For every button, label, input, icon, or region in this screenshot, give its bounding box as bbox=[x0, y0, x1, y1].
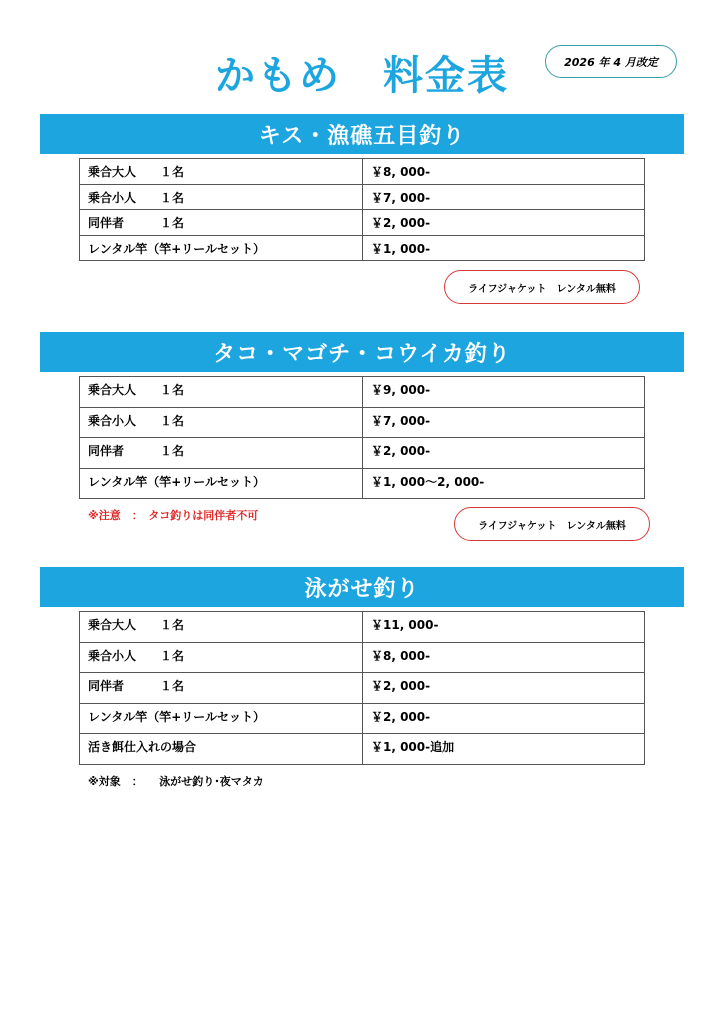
row-label: 同伴者 １名 bbox=[80, 673, 363, 704]
row-label: 乗合大人 １名 bbox=[80, 377, 363, 408]
row-label: レンタル竿（竿+リールセット） bbox=[80, 235, 363, 261]
table-row bbox=[80, 734, 645, 765]
section-banner-oyogase: 泳がせ釣り bbox=[40, 567, 684, 607]
price-table-oyogase bbox=[79, 611, 645, 765]
row-price: ￥2, 000- bbox=[363, 703, 645, 734]
section-banner-tako: タコ・マゴチ・コウイカ釣り bbox=[40, 332, 684, 372]
table-row bbox=[80, 438, 645, 469]
row-label: レンタル竿（竿+リールセット） bbox=[80, 468, 363, 499]
row-label: 乗合小人 １名 bbox=[80, 642, 363, 673]
revision-date-badge: 2026 年 4 月改定 bbox=[545, 45, 677, 78]
table-row bbox=[80, 235, 645, 261]
section-banner-kisu: キス・漁礁五目釣り bbox=[40, 114, 684, 154]
page-title: かもめ 料金表 bbox=[215, 53, 509, 99]
row-label: 乗合小人 １名 bbox=[80, 407, 363, 438]
row-label: 乗合小人 １名 bbox=[80, 184, 363, 210]
tako-warning-note: ※注意 ： タコ釣りは同伴者不可 bbox=[88, 509, 259, 522]
table-row bbox=[80, 468, 645, 499]
row-label: レンタル竿（竿+リールセット） bbox=[80, 703, 363, 734]
table-row bbox=[80, 407, 645, 438]
life-jacket-badge: ライフジャケット レンタル無料 bbox=[444, 270, 640, 304]
oyogase-target-note: ※対象 ： 泳がせ釣り･夜マタカ bbox=[88, 775, 264, 788]
row-price: ￥2, 000- bbox=[363, 210, 645, 236]
row-price: ￥2, 000- bbox=[363, 438, 645, 469]
table-row bbox=[80, 159, 645, 185]
life-jacket-badge: ライフジャケット レンタル無料 bbox=[454, 507, 650, 541]
row-price: ￥1, 000〜2, 000- bbox=[363, 468, 645, 499]
row-label: 同伴者 １名 bbox=[80, 210, 363, 236]
table-row bbox=[80, 612, 645, 643]
row-price: ￥7, 000- bbox=[363, 184, 645, 210]
row-price: ￥8, 000- bbox=[363, 159, 645, 185]
price-table-tako bbox=[79, 376, 645, 499]
table-row bbox=[80, 184, 645, 210]
row-price: ￥9, 000- bbox=[363, 377, 645, 408]
table-row bbox=[80, 642, 645, 673]
table-row bbox=[80, 377, 645, 408]
row-price: ￥1, 000- bbox=[363, 235, 645, 261]
row-label: 乗合大人 １名 bbox=[80, 159, 363, 185]
row-label: 活き餌仕入れの場合 bbox=[80, 734, 363, 765]
row-label: 同伴者 １名 bbox=[80, 438, 363, 469]
row-label: 乗合大人 １名 bbox=[80, 612, 363, 643]
price-table-kisu bbox=[79, 158, 645, 261]
row-price: ￥8, 000- bbox=[363, 642, 645, 673]
row-price: ￥1, 000-追加 bbox=[363, 734, 645, 765]
table-row bbox=[80, 703, 645, 734]
table-row bbox=[80, 673, 645, 704]
row-price: ￥11, 000- bbox=[363, 612, 645, 643]
row-price: ￥2, 000- bbox=[363, 673, 645, 704]
row-price: ￥7, 000- bbox=[363, 407, 645, 438]
table-row bbox=[80, 210, 645, 236]
